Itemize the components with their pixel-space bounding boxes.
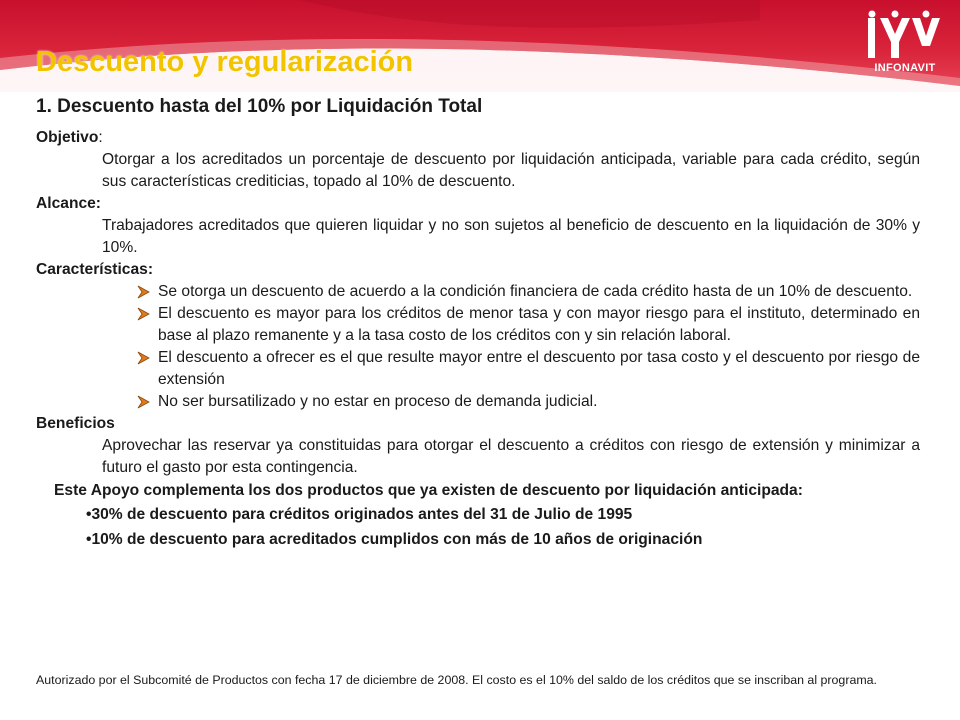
page-title: Descuento y regularización <box>36 46 414 78</box>
caracteristicas-heading: Características: <box>36 261 154 278</box>
arrow-bullet-icon <box>136 285 150 299</box>
beneficios-heading: Beneficios <box>36 415 115 432</box>
apoyo-text: Este Apoyo complementa los dos productos que ya existen de descuento por liquidación anticipada: <box>54 482 803 499</box>
main-content <box>36 127 920 551</box>
arrow-bullet-icon <box>136 395 150 409</box>
alcance-heading: Alcance: <box>36 195 102 212</box>
objetivo-heading <box>36 127 920 149</box>
objetivo-heading-label: Objetivo <box>36 129 99 146</box>
apoyo-item-30: •30% de descuento para créditos originados antes del 31 de Julio de 1995 <box>86 506 633 523</box>
arrow-bullet-icon <box>136 351 150 365</box>
list-item <box>36 281 920 303</box>
logo-wordmark: INFONAVIT <box>874 62 936 74</box>
alcance-text: Trabajadores acreditados que quieren liquidar y no son sujetos al beneficio de descuento en la liquidación de 30% y 10%. <box>102 217 920 256</box>
list-item <box>36 391 920 413</box>
footnote: Autorizado por el Subcomité de Productos con fecha 17 de diciembre de 2008. El costo es el 10% del saldo de los créditos que se inscriban al programa. <box>36 673 877 687</box>
list-item <box>36 347 920 391</box>
infonavit-logo <box>862 10 948 80</box>
beneficios-text: Aprovechar las reservar ya constituidas para otorgar el descuento a créditos con riesgo de extensión y minimizar a futuro el gasto por esta contingencia. <box>102 437 920 476</box>
objetivo-heading-colon: : <box>98 129 103 146</box>
logo-figures-icon <box>862 10 948 62</box>
list-item-text: El descuento a ofrecer es el que resulte mayor entre el descuento por tasa costo y el descuento por riesgo de extensión <box>158 349 920 388</box>
objetivo-text: Otorgar a los acreditados un porcentaje de descuento por liquidación anticipada, variable para cada crédito, según sus características crediticias, topado al 10% de descuento. <box>102 151 920 190</box>
arrow-bullet-icon <box>136 307 150 321</box>
list-item-text: Se otorga un descuento de acuerdo a la condición financiera de cada crédito hasta de un 10% de descuento. <box>158 283 913 300</box>
list-item-text: El descuento es mayor para los créditos de menor tasa y con mayor riesgo para el instituto, determinado en base al plazo remanente y a la tasa costo de los créditos con y sin relación laboral. <box>158 305 920 344</box>
list-item <box>36 303 920 347</box>
page-subtitle: 1. Descuento hasta del 10% por Liquidación Total <box>36 96 483 117</box>
apoyo-item-10: •10% de descuento para acreditados cumplidos con más de 10 años de originación <box>86 531 703 548</box>
caracteristicas-list <box>36 281 920 413</box>
list-item-text: No ser bursatilizado y no estar en proceso de demanda judicial. <box>158 393 598 410</box>
